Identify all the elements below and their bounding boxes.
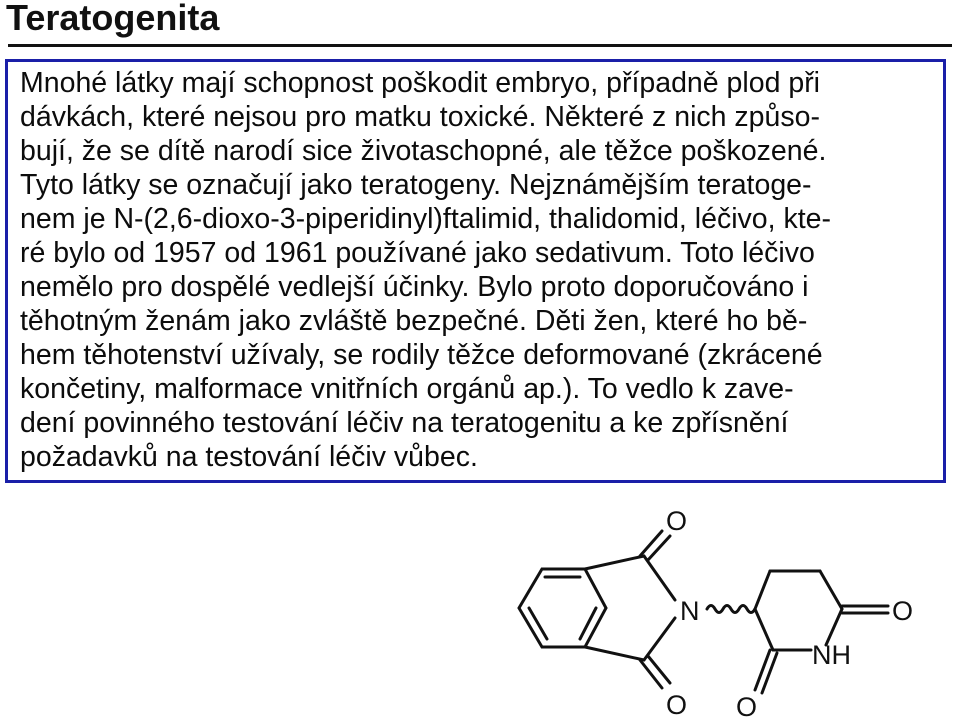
text-line: nemělo pro dospělé vedlejší účinky. Bylo proto doporučováno i [20,271,809,303]
oxygen-label: O [892,596,914,626]
nh-label: NH [812,640,851,670]
piperidine-ring [755,571,888,693]
text-line: končetiny, malformace vnitřních orgánů ap.). To vedlo k zave- [20,373,794,405]
text-line: těhotným ženám jako zvláště bezpečné. Děti žen, které ho bě- [20,305,808,337]
thalidomide-structure [500,490,960,722]
nitrogen-label: N [680,596,700,626]
text-line: hem těhotenství užívaly, se rodily těžce deformované (zkrácené [20,339,823,371]
benzene-ring [519,569,606,647]
title-underline [8,44,952,47]
text-line: dávkách, které nejsou pro matku toxické. Některé z nich způso- [20,101,820,133]
wavy-bond [707,606,755,613]
text-line: Mnohé látky mají schopnost poškodit embryo, případně plod při [20,67,821,99]
text-line: dení povinného testování léčiv na teratogenitu a ke zpřísnění [20,407,789,439]
oxygen-label: O [666,690,688,720]
page-title: Teratogenita [6,0,220,38]
text-line: Tyto látky se označují jako teratogeny. Nejznámějším teratoge- [20,169,812,201]
text-line: nem je N-(2,6-dioxo-3-piperidinyl)ftalimid, thalidomid, léčivo, kte- [20,203,831,235]
oxygen-label: O [736,692,758,722]
imide-ring [585,531,675,688]
oxygen-label: O [666,506,688,536]
text-line: požadavků na testování léčiv vůbec. [20,441,478,473]
text-line: bují, že se dítě narodí sice životaschopné, ale těžce poškozené. [20,135,827,167]
text-box [5,59,946,483]
text-line: ré bylo od 1957 od 1961 používané jako sedativum. Toto léčivo [20,237,815,269]
